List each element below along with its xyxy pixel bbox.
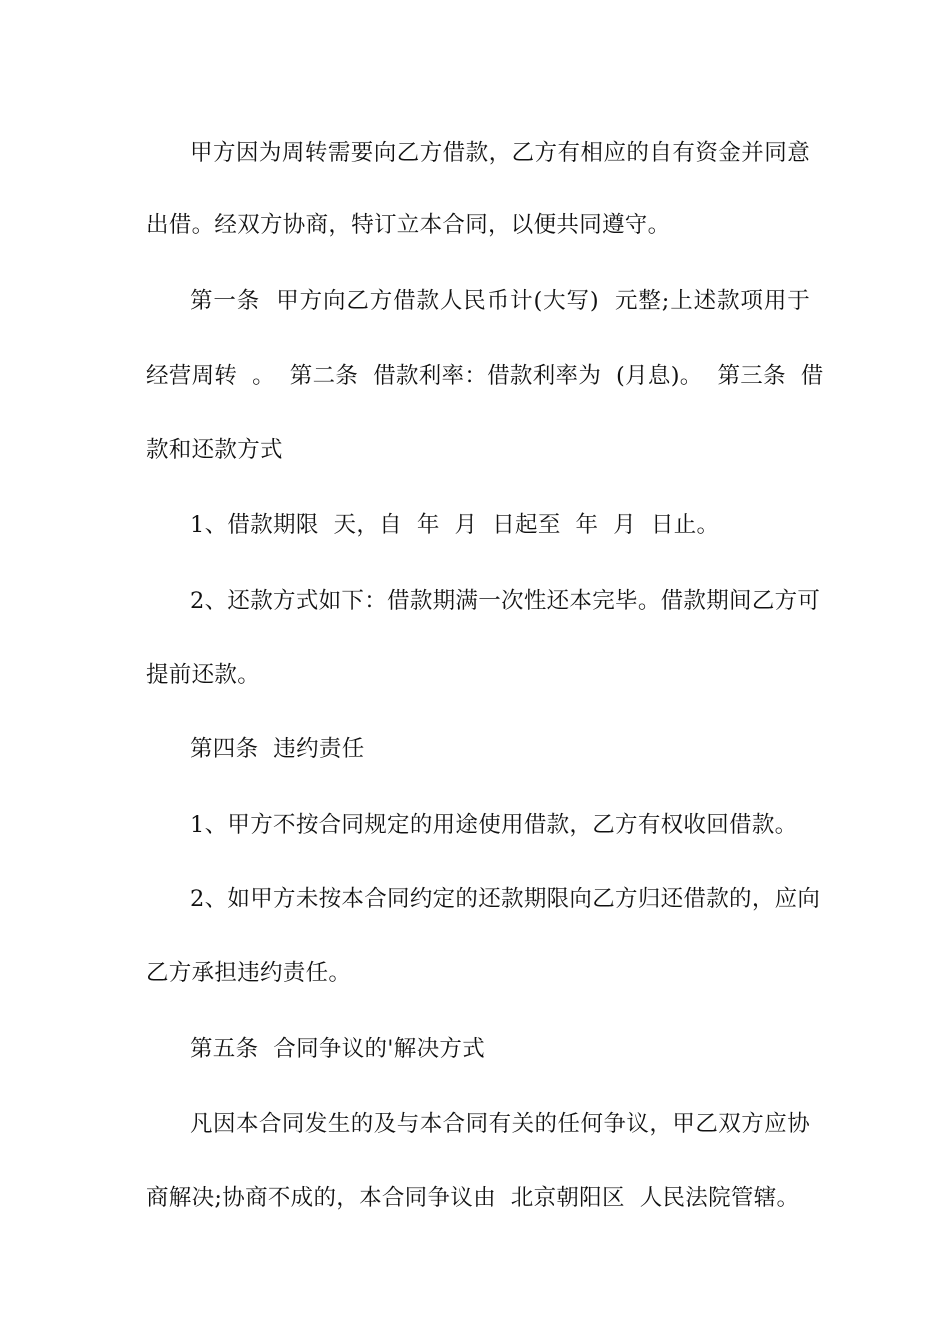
paragraph-line: 出借。经双方协商，特订立本合同，以便共同遵守。: [146, 212, 671, 238]
paragraph-line: 凡因本合同发生的及与本合同有关的任何争议，甲乙双方应协: [190, 1111, 810, 1137]
article-2-line: 经营周转 。 第二条 借款利率：借款利率为 (月息)。 第三条 借: [146, 363, 824, 389]
clause-line: 提前还款。: [146, 662, 261, 688]
clause-line: 2、还款方式如下：借款期满一次性还本完毕。借款期间乙方可: [190, 588, 821, 614]
clause-line: 1、借款期限 天，自 年 月 日起至 年 月 日止。: [190, 512, 720, 538]
clause-line: 乙方承担违约责任。: [146, 960, 352, 986]
clause-line: 1、甲方不按合同规定的用途使用借款，乙方有权收回借款。: [190, 812, 798, 838]
article-4-title: 第四条 违约责任: [190, 736, 365, 762]
article-5-title: 第五条 合同争议的'解决方式: [190, 1036, 485, 1062]
article-3-title-line: 款和还款方式: [146, 437, 283, 463]
paragraph-line: 甲方因为周转需要向乙方借款，乙方有相应的自有资金并同意: [190, 140, 810, 166]
clause-line: 2、如甲方未按本合同约定的还款期限向乙方归还借款的，应向: [190, 886, 821, 912]
article-1-line: 第一条 甲方向乙方借款人民币计(大写) 元整;上述款项用于: [190, 288, 810, 314]
paragraph-line: 商解决;协商不成的，本合同争议由 北京朝阳区 人民法院管辖。: [146, 1185, 800, 1211]
